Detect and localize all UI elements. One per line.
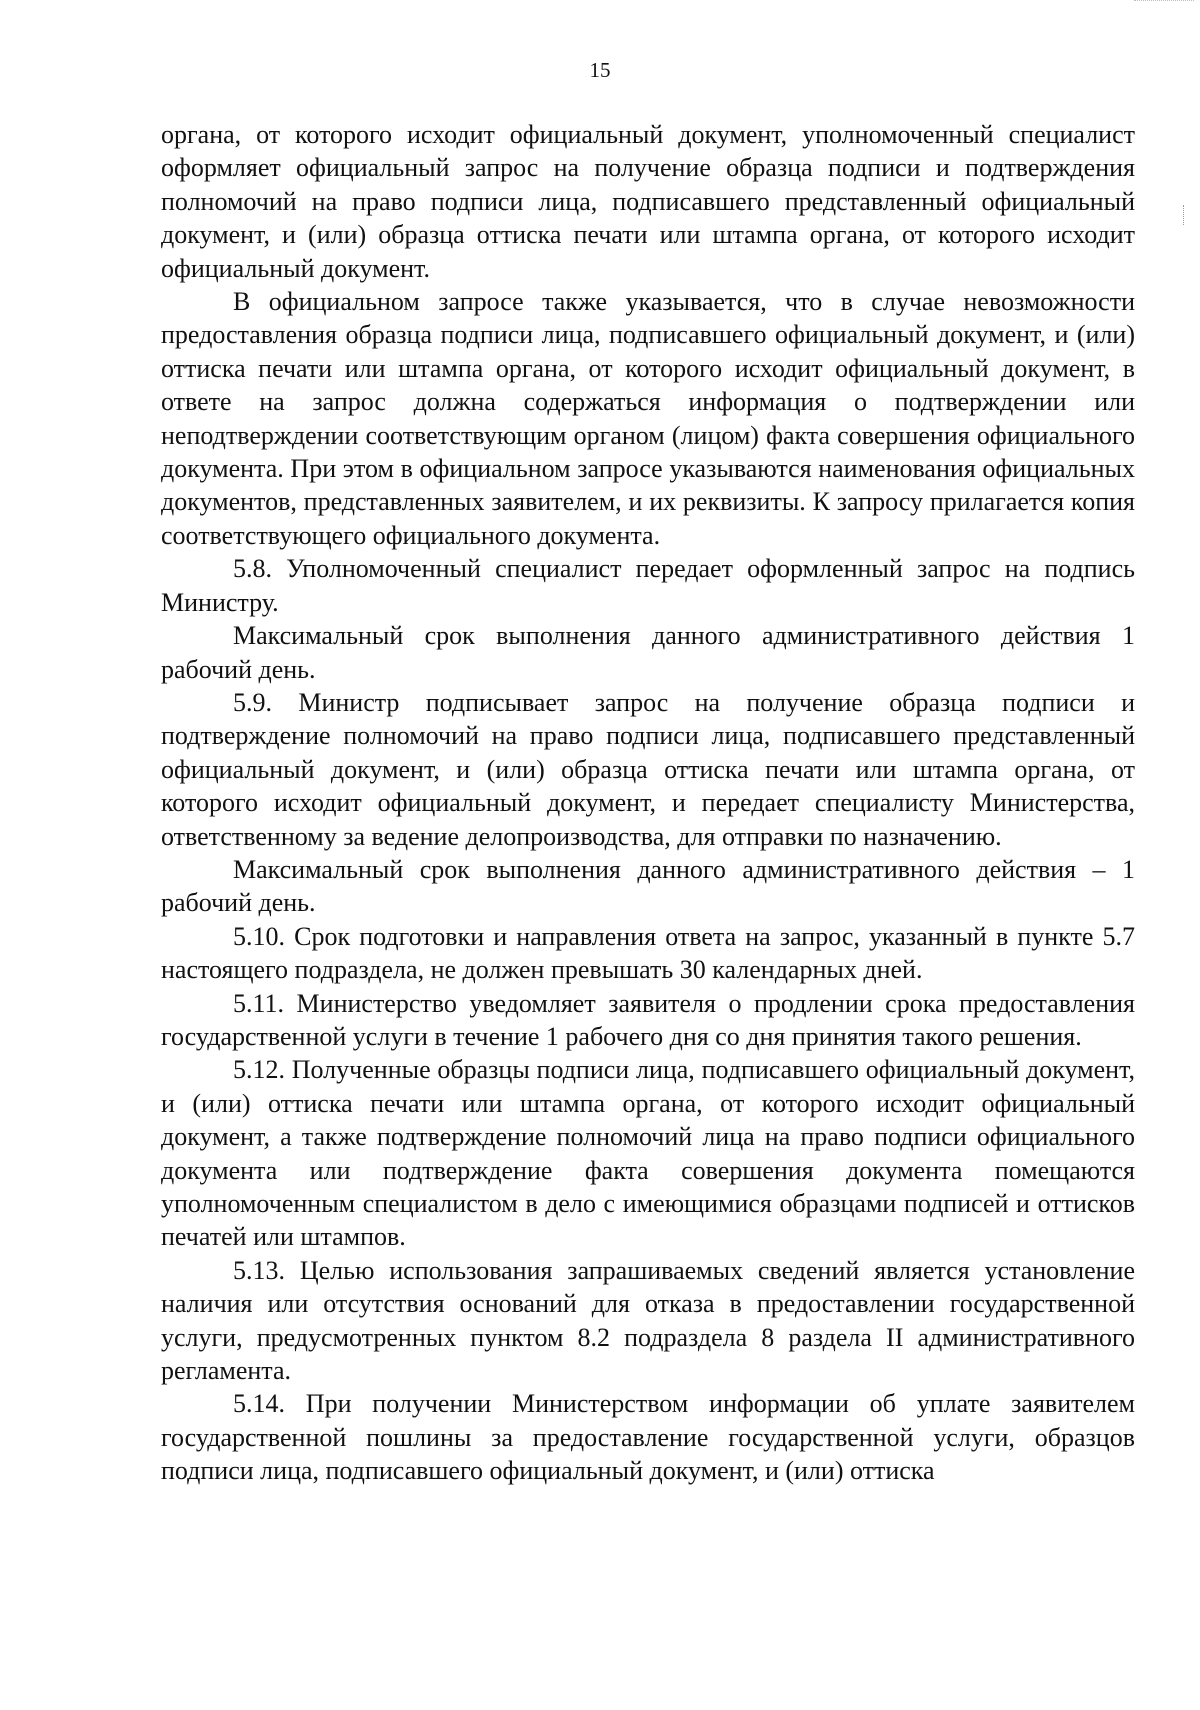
paragraph: 5.10. Срок подготовки и направления ответа на запрос, указанный в пункте 5.7 настоящего подраздела, не должен превышать 30 календарных дней. bbox=[161, 921, 1135, 985]
scan-edge-mark bbox=[1134, 0, 1194, 5]
paragraph: 5.12. Полученные образцы подписи лица, подписавшего официальный документ, и (или) оттиска печати или штампа органа, от которого исходит официальный документ, а также подтверждение полномочий лица на право подписи официального документа или подтверждение факта совершения документа помещаются уполномоченным специалистом в дело с имеющимися образцами подписей и оттисков печатей или штампов. bbox=[161, 1055, 1135, 1252]
paragraph: органа, от которого исходит официальный документ, уполномоченный специалист оформляет официальный запрос на получение образца подписи и подтверждения полномочий на право подписи лица, подписавшего представленный официальный документ, и (или) образца оттиска печати или штампа органа, от которого исходит официальный документ. bbox=[161, 120, 1135, 283]
paragraph: 5.13. Целью использования запрашиваемых сведений является установление наличия или отсутствия оснований для отказа в предоставлении государственной услуги, предусмотренных пунктом 8.2 подраздела 8 раздела II административного регламента. bbox=[161, 1255, 1135, 1386]
scan-margin-mark bbox=[1183, 205, 1186, 225]
paragraph: Максимальный срок выполнения данного административного действия – 1 рабочий день. bbox=[161, 854, 1135, 918]
paragraph: 5.14. При получении Министерством информации об уплате заявителем государственной пошлины за предоставление государственной услуги, образцов подписи лица, подписавшего официальный документ, и (или) оттиска bbox=[161, 1389, 1135, 1486]
paragraph: В официальном запросе также указывается, что в случае невозможности предоставления образца подписи лица, подписавшего официальный документ, и (или) оттиска печати или штампа органа, от которого исходит официальный документ, в ответе на запрос должна содержаться информация о подтверждении или неподтверждении соответствующим органом (лицом) факта совершения официального документа. При этом в официальном запросе указываются наименования официальных документов, представленных заявителем, и их реквизиты. К запросу прилагается копия соответствующего официального документа. bbox=[161, 287, 1135, 550]
paragraph: 5.9. Министр подписывает запрос на получение образца подписи и подтверждение полномочий на право подписи лица, подписавшего представленный официальный документ, и (или) образца оттиска печати или штампа органа, от которого исходит официальный документ, и передает специалисту Министерства, ответственному за ведение делопроизводства, для отправки по назначению. bbox=[161, 687, 1135, 851]
document-body bbox=[161, 118, 1135, 1488]
paragraph: 5.11. Министерство уведомляет заявителя о продлении срока предоставления государственной услуги в течение 1 рабочего дня со дня принятия такого решения. bbox=[161, 988, 1135, 1051]
page-number: 15 bbox=[589, 58, 611, 82]
paragraph: Максимальный срок выполнения данного административного действия 1 рабочий день. bbox=[161, 621, 1135, 684]
paragraph: 5.8. Уполномоченный специалист передает оформленный запрос на подпись Министру. bbox=[161, 554, 1135, 617]
